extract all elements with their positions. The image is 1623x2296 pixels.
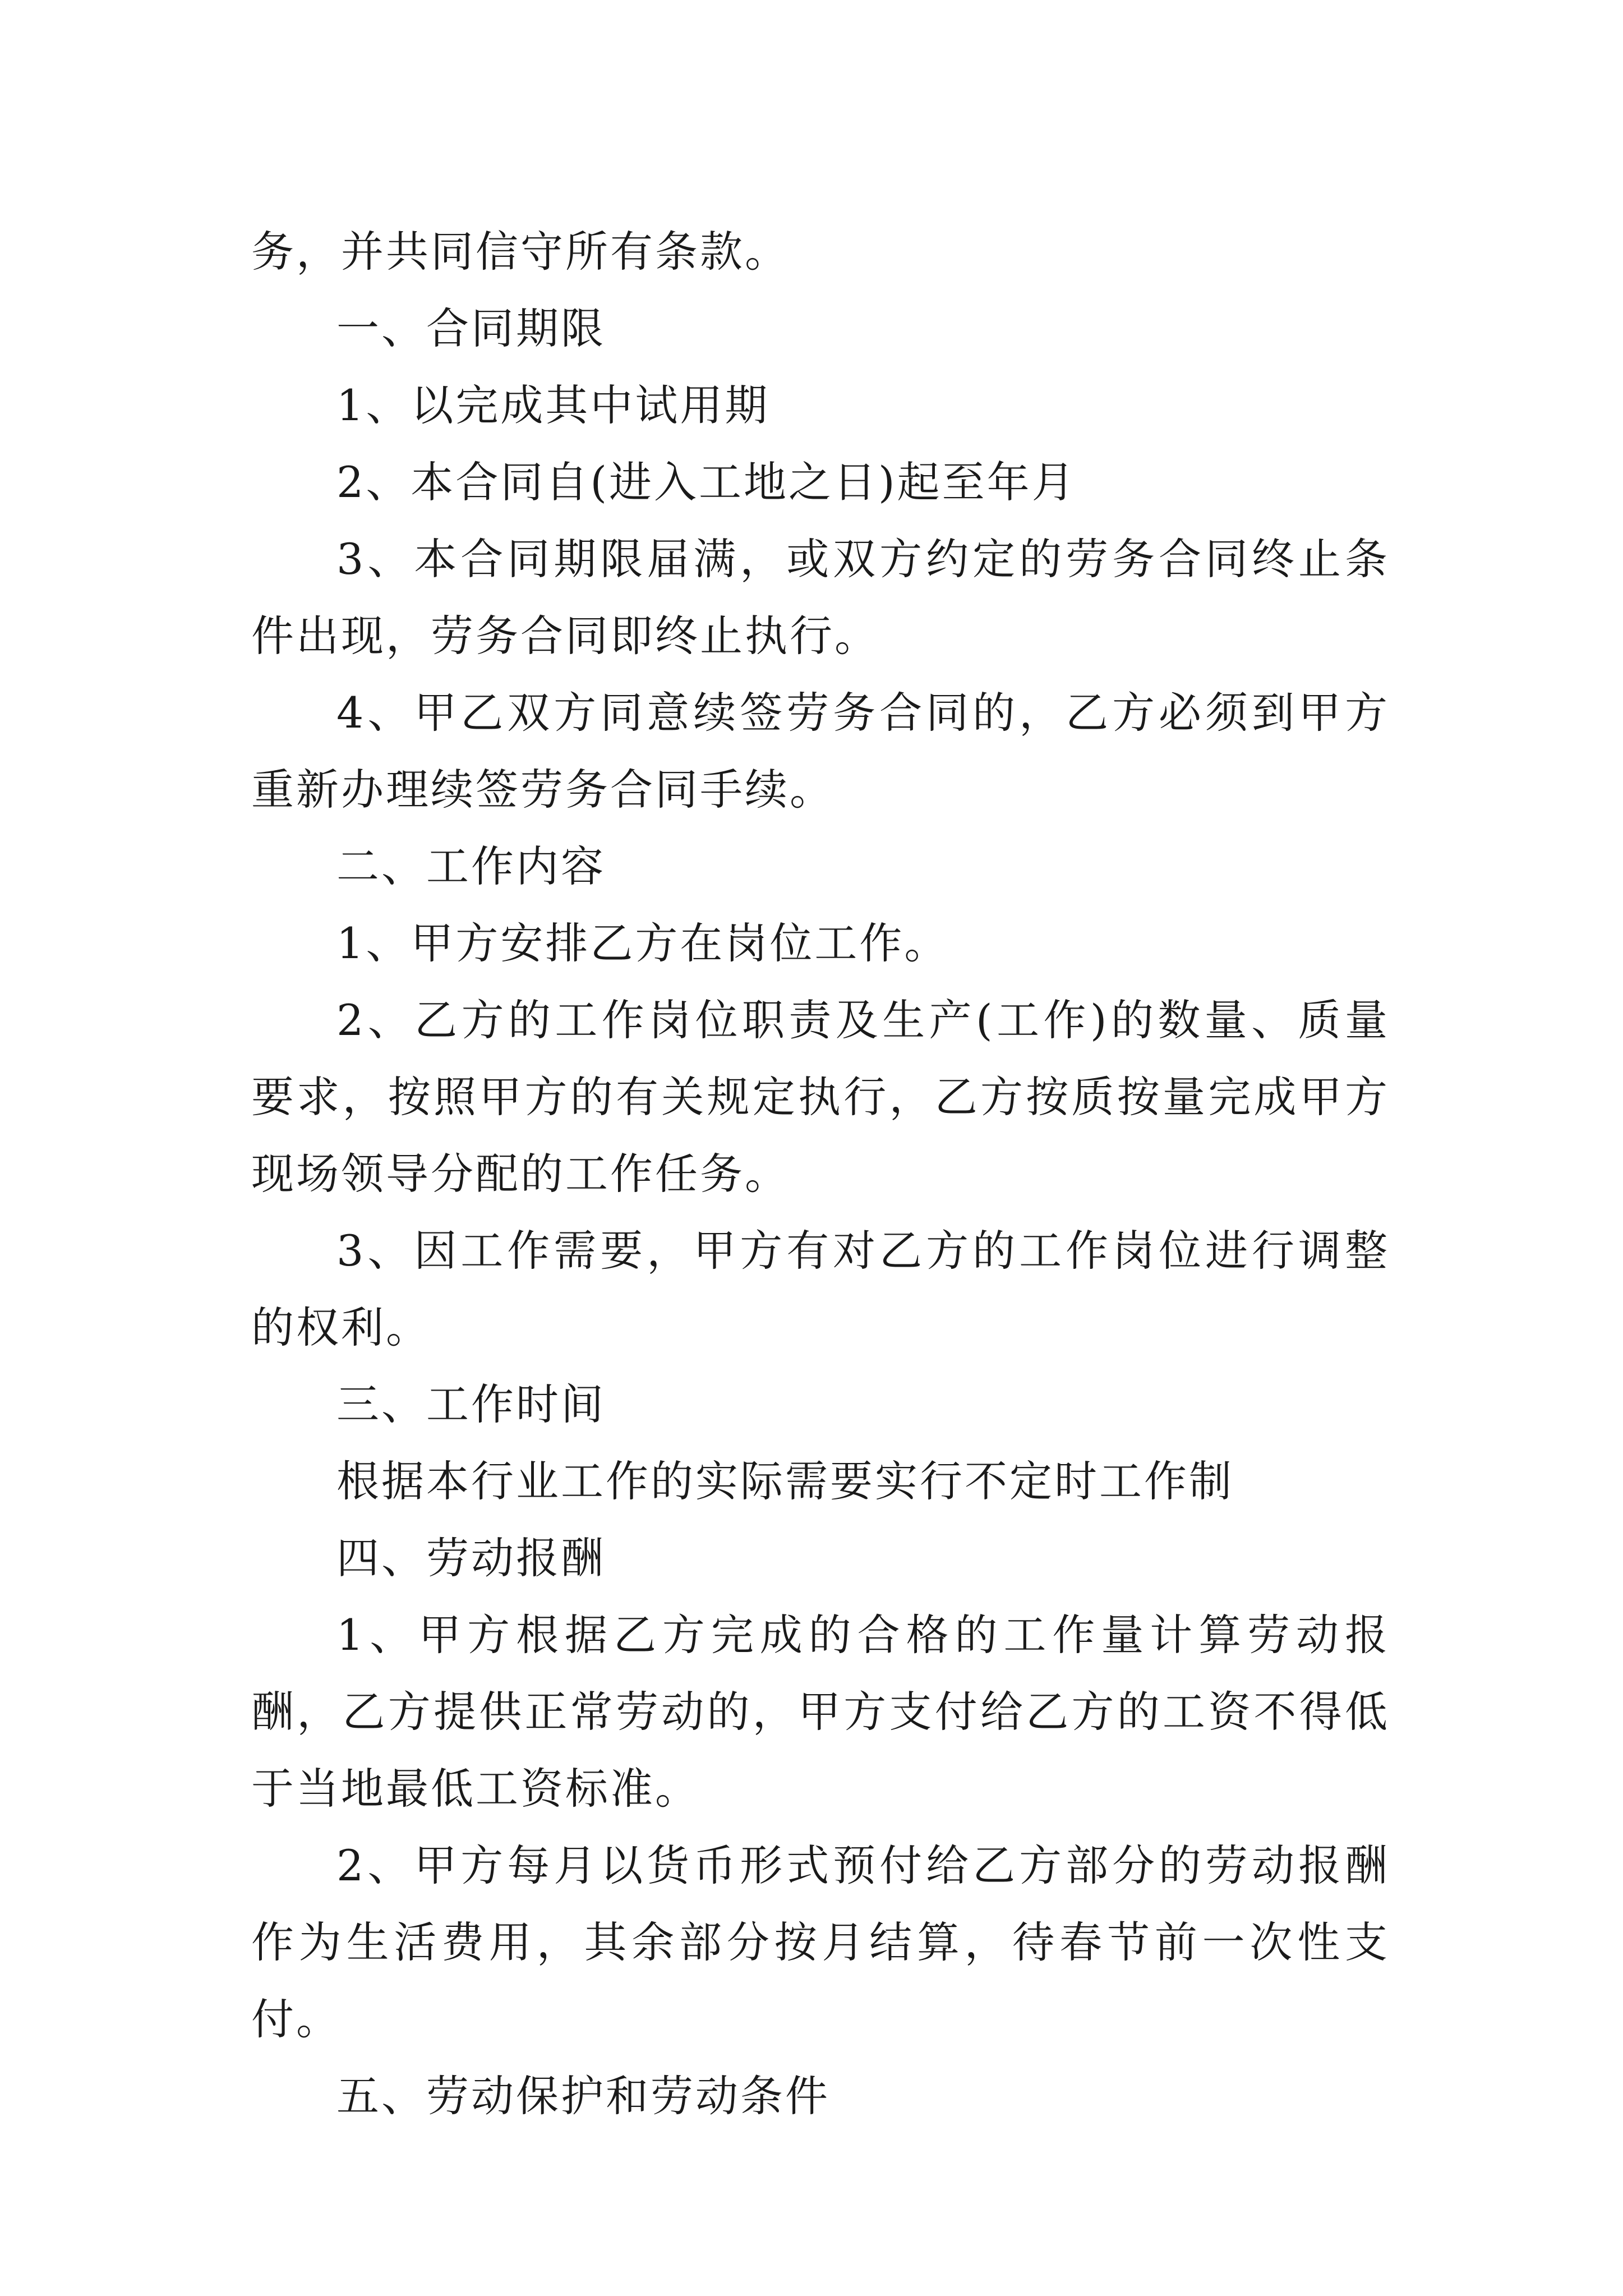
section-heading-remuneration: 四、劳动报酬: [336, 1533, 606, 1583]
paragraph-continuation: 务，并共同信守所有条款。: [251, 227, 790, 277]
clause-2-2: 2、乙方的工作岗位职责及生产(工作)的数量、质量要求，按照甲方的有关规定执行，乙方按质按量完成甲方现场领导分配的工作任务。: [251, 995, 1390, 1199]
section-heading-work-content: 二、工作内容: [336, 841, 606, 891]
document-body: [251, 213, 1390, 2134]
clause-1-1: 1、以完成其中试用期: [336, 380, 770, 430]
clause-2-1: 1、甲方安排乙方在岗位工作。: [336, 918, 949, 968]
clause-4-1: 1、甲方根据乙方完成的合格的工作量计算劳动报酬，乙方提供正常劳动的，甲方支付给乙方的工资不得低于当地最低工资标准。: [251, 1610, 1390, 1814]
section-heading-contract-term: 一、合同期限: [336, 303, 606, 353]
clause-1-3: 3、本合同期限届满，或双方约定的劳务合同终止条件出现，劳务合同即终止执行。: [251, 534, 1390, 661]
clause-1-2: 2、本合同自(进入工地之日)起至年月: [336, 457, 1077, 507]
section-heading-labor-protection: 五、劳动保护和劳动条件: [336, 2071, 830, 2121]
section-heading-work-hours: 三、工作时间: [336, 1379, 606, 1429]
clause-1-4: 4、甲乙双方同意续签劳务合同的，乙方必须到甲方重新办理续签劳务合同手续。: [251, 688, 1390, 815]
clause-3-body: 根据本行业工作的实际需要实行不定时工作制: [336, 1456, 1234, 1506]
clause-2-3: 3、因工作需要，甲方有对乙方的工作岗位进行调整的权利。: [251, 1226, 1390, 1352]
clause-4-2: 2、甲方每月以货币形式预付给乙方部分的劳动报酬作为生活费用，其余部分按月结算，待春节前一次性支付。: [251, 1841, 1390, 2044]
